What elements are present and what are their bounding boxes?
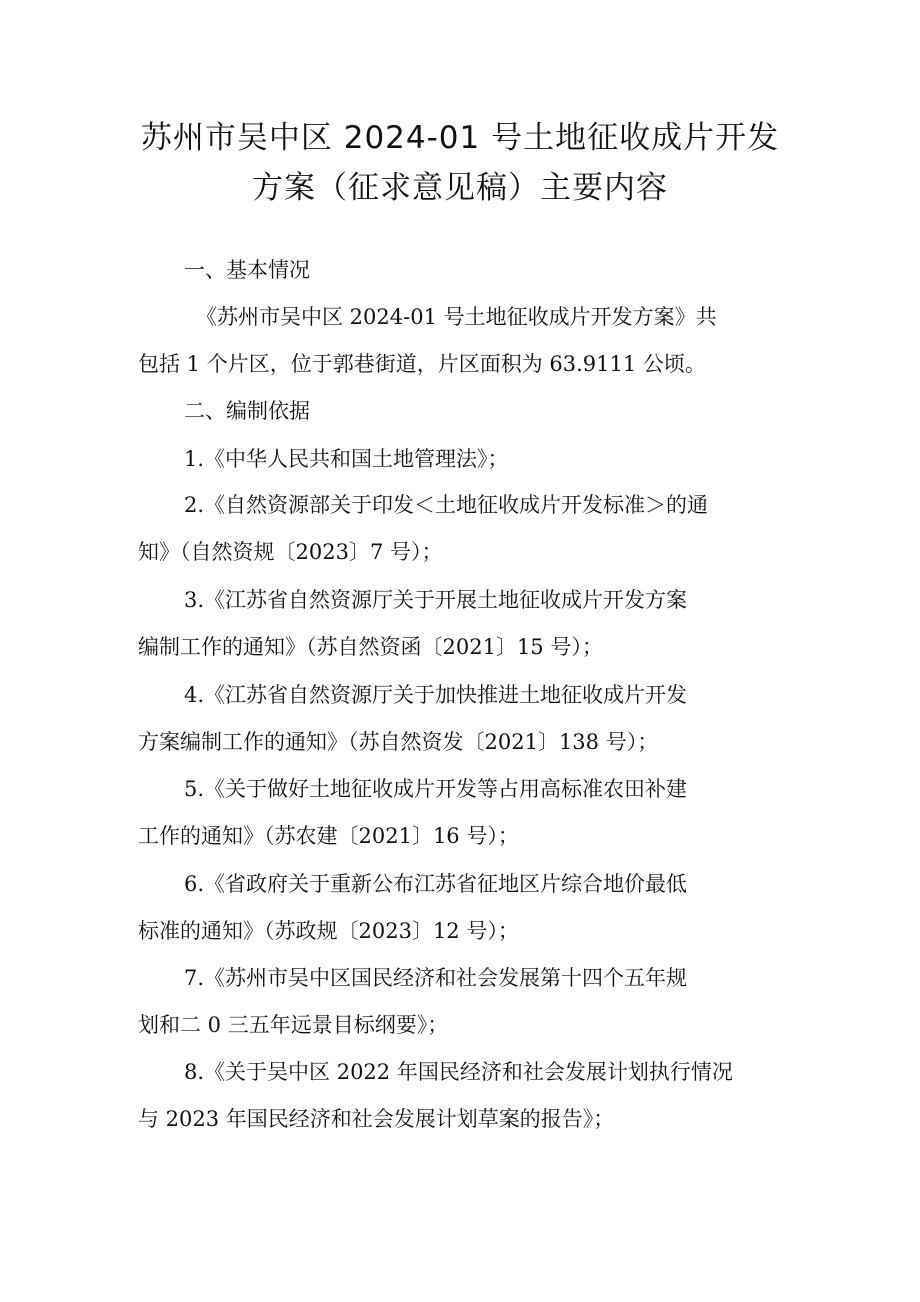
basis-item-5-line-1: 5.《关于做好土地征收成片开发等占用高标准农田补建	[184, 777, 688, 801]
basis-item-8-line-1: 8.《关于吴中区 2022 年国民经济和社会发展计划执行情况	[184, 1060, 733, 1084]
basis-item-1-line-1: 1.《中华人民共和国土地管理法》；	[184, 447, 509, 471]
basis-item-2-line-1: 2.《自然资源部关于印发＜土地征收成片开发标准＞的通	[184, 493, 709, 517]
basis-item-3-line-1: 3.《江苏省自然资源厅关于开展土地征收成片开发方案	[184, 588, 688, 612]
section-1-heading: 一、基本情况	[184, 258, 310, 282]
basis-item-2-line-2: 知》（自然资规〔2023〕7 号）；	[138, 540, 443, 564]
basis-item-4-line-2: 方案编制工作的通知》（苏自然资发〔2021〕138 号）；	[138, 730, 659, 754]
basis-item-6-line-2: 标准的通知》（苏政规〔2023〕12 号）；	[138, 919, 519, 943]
document-title-line-2: 方案（征求意见稿）主要内容	[252, 170, 668, 206]
section-1-paragraph-line-2: 包括 1 个片区，位于郭巷街道，片区面积为 63.9111 公顷。	[138, 352, 706, 376]
basis-item-7-line-1: 7.《苏州市吴中区国民经济和社会发展第十四个五年规	[184, 966, 688, 990]
basis-item-5-line-2: 工作的通知》（苏农建〔2021〕16 号）；	[138, 824, 519, 848]
basis-item-6-line-1: 6.《省政府关于重新公布江苏省征地区片综合地价最低	[184, 872, 688, 896]
basis-item-3-line-2: 编制工作的通知》（苏自然资函〔2021〕15 号）；	[138, 635, 603, 659]
basis-item-7-line-2: 划和二 0 三五年远景目标纲要》；	[138, 1013, 449, 1037]
section-2-heading: 二、编制依据	[184, 399, 310, 423]
section-1-paragraph-line-1: 《苏州市吴中区 2024-01 号土地征收成片开发方案》共	[196, 305, 717, 329]
basis-item-8-line-2: 与 2023 年国民经济和社会发展计划草案的报告》；	[138, 1107, 615, 1131]
document-title-line-1: 苏州市吴中区 2024-01 号土地征收成片开发	[140, 120, 780, 156]
basis-item-4-line-1: 4.《江苏省自然资源厅关于加快推进土地征收成片开发	[184, 683, 688, 707]
